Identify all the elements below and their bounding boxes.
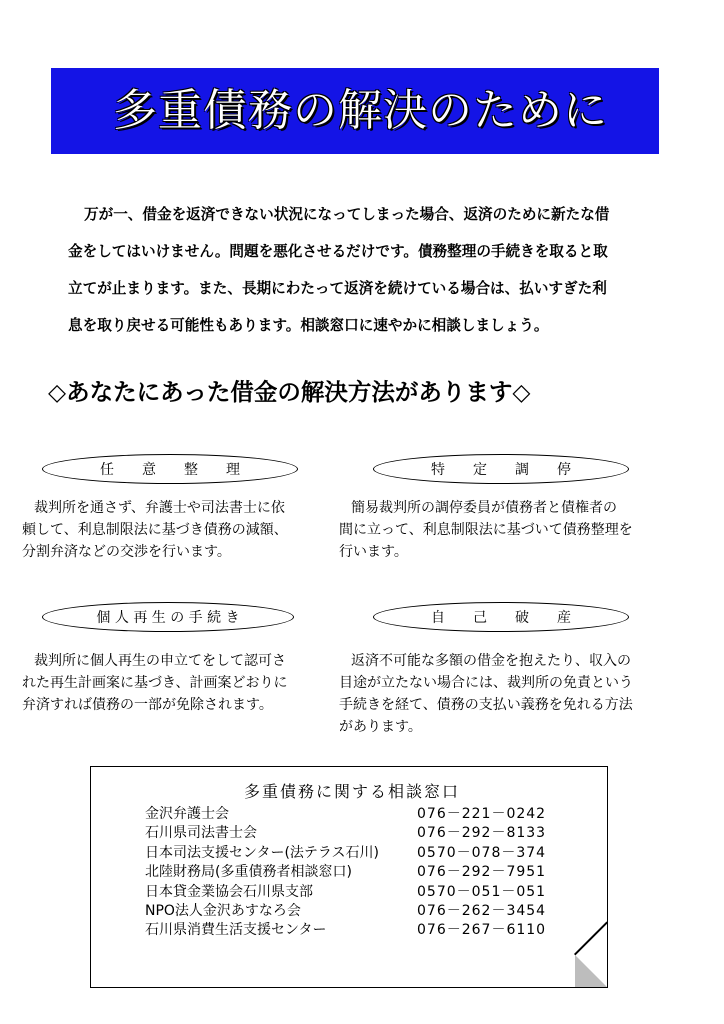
contact-row — [145, 824, 575, 843]
title-banner — [51, 68, 659, 154]
method-label-nini-seiri: 任 意 整 理 — [42, 454, 298, 484]
intro-paragraph — [68, 196, 662, 344]
intro-line: 息を取り戻せる可能性もあります。相談窓口に速やかに相談しましょう。 — [68, 317, 549, 334]
method-description — [22, 650, 322, 716]
page-title: 多重債務の解決のために — [113, 85, 608, 136]
method-description — [339, 650, 669, 738]
contact-row — [145, 805, 575, 824]
intro-line: 万が一、借金を返済できない状況になってしまった場合、返済のために新たな借 — [84, 206, 610, 223]
method-desc-line: 裁判所に個人再生の申立てをして認可さ — [34, 653, 286, 669]
contact-phone: 076－262－3454 — [417, 902, 547, 919]
method-desc-line: 間に立って、利息制限法に基づいて債務整理を — [339, 522, 633, 538]
contact-phone: 076－292－7951 — [417, 864, 547, 881]
method-description — [339, 497, 669, 563]
method-desc-line: 裁判所を通さず、弁護士や司法書士に依 — [34, 500, 285, 516]
method-label-tokutei-chotei: 特 定 調 停 — [373, 454, 629, 484]
contact-row — [145, 844, 575, 863]
method-desc-line: 簡易裁判所の調停委員が債務者と債権者の — [351, 500, 617, 516]
method-description — [22, 497, 322, 563]
contact-row — [145, 883, 575, 902]
contact-phone: 076－292－8133 — [417, 825, 547, 842]
contact-phone: 076－221－0242 — [417, 806, 547, 822]
intro-line: 金をしてはいけません。問題を悪化させるだけです。債務整理の手続きを取ると取 — [68, 243, 608, 260]
contact-name: 日本司法支援センター(法テラス石川) — [145, 844, 379, 861]
method-desc-line: 返済不可能な多額の借金を抱えたり、収入の — [351, 653, 631, 669]
method-desc-line: 分割弁済などの交渉を行います。 — [22, 544, 231, 560]
contact-name: 北陸財務局(多重債務者相談窓口) — [145, 864, 352, 881]
contact-name: 金沢弁護士会 — [145, 806, 229, 822]
method-label-jiko-hasan: 自 己 破 産 — [373, 602, 629, 632]
contact-name: 石川県司法書士会 — [145, 825, 257, 842]
method-desc-line: 弁済すれば債務の一部が免除されます。 — [22, 697, 273, 713]
method-desc-line: があります。 — [339, 719, 422, 735]
method-desc-line: れた再生計画案に基づき、計画案どおりに — [22, 675, 288, 691]
contact-list — [145, 805, 575, 941]
contact-name: 日本貸金業協会石川県支部 — [145, 883, 313, 900]
intro-line: 立てが止まります。また、長期にわたって返済を続けている場合は、払いすぎた利 — [68, 280, 607, 297]
contact-phone: 0570－078－374 — [417, 844, 547, 861]
contact-row — [145, 863, 575, 882]
method-label-kojin-saisei: 個 人 再 生 の 手 続 き — [42, 602, 294, 632]
method-desc-line: 手続きを経て、債務の支払い義務を免れる方法 — [339, 697, 633, 713]
contact-name: NPO法人金沢あすなろ会 — [145, 902, 301, 919]
method-desc-line: 行います。 — [339, 544, 408, 560]
contact-row — [145, 921, 575, 940]
contact-phone: 076－267－6110 — [417, 922, 547, 939]
section-heading: ◇あなたにあった借金の解決方法があります◇ — [48, 378, 531, 406]
method-desc-line: 目途が立たない場合には、裁判所の免責という — [339, 675, 633, 691]
contact-phone: 0570－051－051 — [417, 883, 547, 900]
contact-row — [145, 902, 575, 921]
contact-name: 石川県消費生活支援センター — [145, 922, 327, 939]
method-desc-line: 頼して、利息制限法に基づき債務の減額、 — [22, 522, 288, 538]
contact-title: 多重債務に関する相談窓口 — [244, 782, 461, 801]
page-fold-corner — [575, 955, 607, 987]
